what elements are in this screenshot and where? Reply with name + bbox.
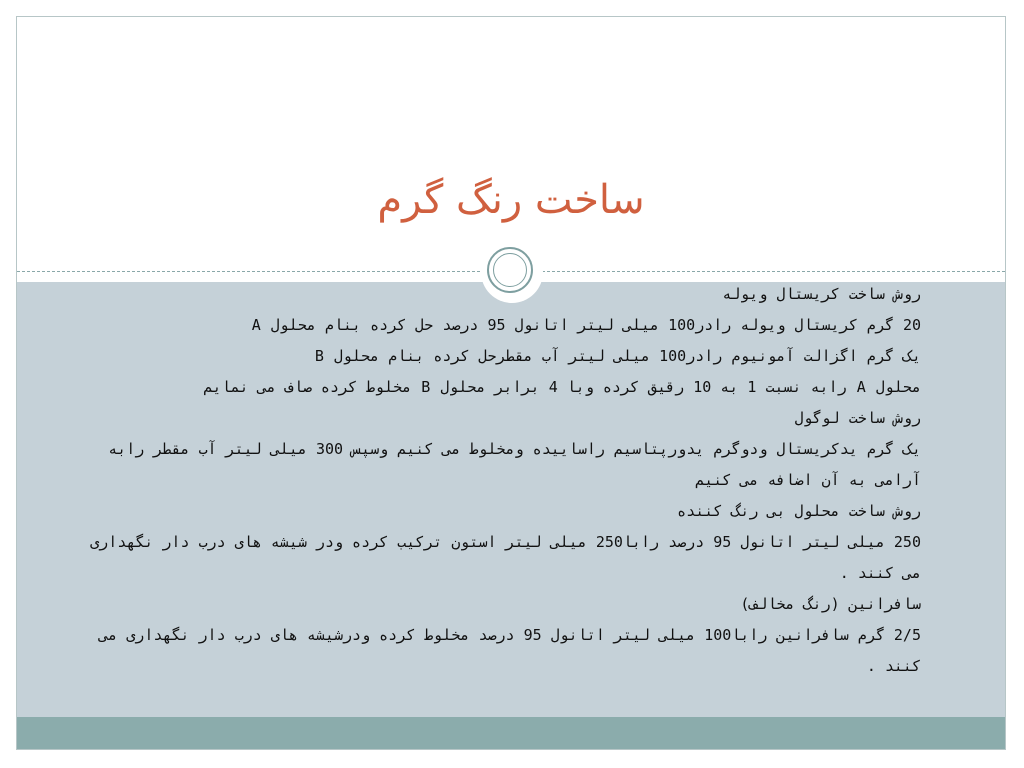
body-text <box>79 279 921 682</box>
title-area <box>17 17 1005 271</box>
line-decolorizer-recipe: 250 میلی لیتر اتانول 95 درصد رابا250 میلی لیتر استون ترکیب کرده ودر شیشه های درب دار نگهداری می کنند . <box>90 533 921 582</box>
line-mix-a-b: محلول A رابه نسبت 1 به 10 رقیق کرده وبا 4 برابر محلول B مخلوط کرده صاف می نمایم <box>203 378 921 396</box>
bottom-band <box>17 717 1005 750</box>
line-solution-a: 20 گرم کریستال ویوله رادر100 میلی لیتر اتانول 95 درصد حل کرده بنام محلول A <box>251 316 921 334</box>
line-safranin-recipe: 2/5 گرم سافرانین رابا100 میلی لیتر اتانول 95 درصد مخلوط کرده ودرشیشه های درب دار نگهداری می کنند . <box>99 626 921 675</box>
slide <box>16 16 1006 750</box>
heading-crystal-violet: روش ساخت کریستال ویوله <box>722 285 921 303</box>
slide-title: ساخت رنگ گرم <box>377 177 645 223</box>
heading-lugol: روش ساخت لوگول <box>794 409 921 427</box>
heading-decolorizer: روش ساخت محلول بی رنگ کننده <box>677 502 921 520</box>
heading-safranin: سافرانین (رنگ مخالف) <box>740 595 921 613</box>
line-solution-b: یک گرم اگزالت آمونیوم رادر100 میلی لیتر آب مقطرحل کرده بنام محلول B <box>314 347 921 365</box>
line-lugol-recipe: یک گرم یدکریستال ودوگرم یدورپتاسیم راساییده ومخلوط می کنیم وسپس 300 میلی لیتر آب مقطر رابه آرامی به آن اضافه می کنیم <box>108 440 921 489</box>
